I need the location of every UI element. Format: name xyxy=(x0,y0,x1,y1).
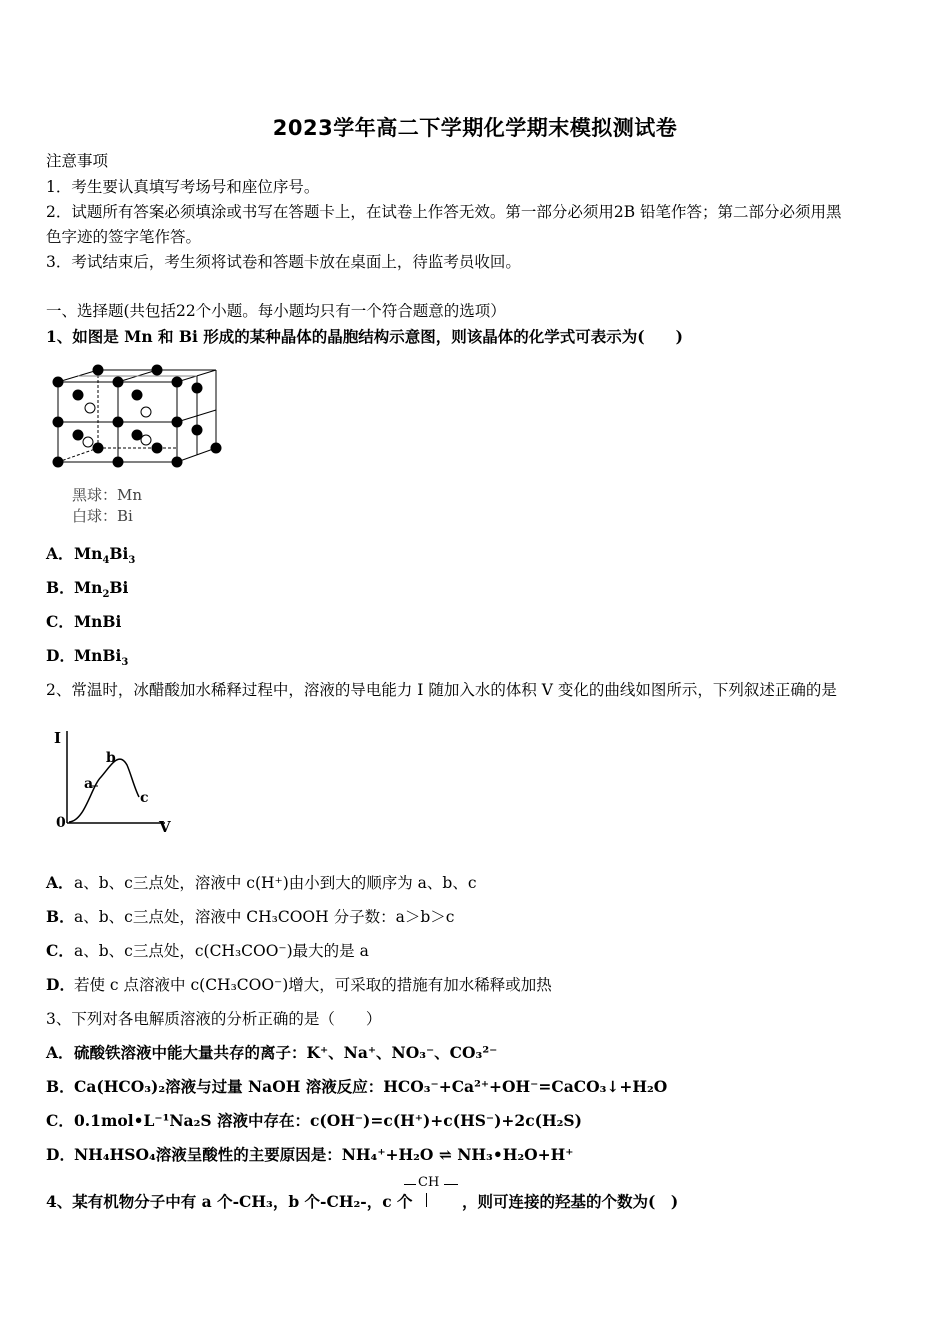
notice-item-3: 3．考试结束后，考生须将试卷和答题卡放在桌面上，待监考员收回。 xyxy=(46,253,521,271)
notice-item-2: 2．试题所有答案必须填涂或书写在答题卡上，在试卷上作答无效。第一部分必须用2B 铅笔作答；第二部分必须用黑 xyxy=(46,203,842,221)
notice-heading: 注意事项 xyxy=(46,152,109,170)
q2-option-d: D．若使 c 点溶液中 c(CH₃COO⁻)增大，可采取的措施有加水稀释或加热 xyxy=(46,975,552,994)
legend-white: 白球：Bi xyxy=(72,507,133,525)
origin-label: 0 xyxy=(56,815,66,831)
q4-stem-before: 4、某有机物分子中有 a 个-CH₃，b 个-CH₂-，c 个 xyxy=(46,1192,413,1211)
ch-group-structure xyxy=(404,1175,460,1215)
q4-stem-after: ，则可连接的羟基的个数为( ) xyxy=(462,1192,679,1211)
notice-item-2-cont: 色字迹的签字笔作答。 xyxy=(46,228,202,246)
axis-label-i: I xyxy=(54,729,62,747)
q1-option-d: D．MnBi$_3$ xyxy=(46,646,129,669)
q2-option-a: A．a、b、c三点处，溶液中 c(H⁺)由小到大的顺序为 a、b、c xyxy=(46,873,477,892)
notice-item-1: 1．考生要认真填写考场号和座位序号。 xyxy=(46,178,320,196)
q1-option-b: B．$Mn_2Bi$ xyxy=(46,578,129,601)
point-b-label: b xyxy=(106,750,116,766)
q3-option-d: D．NH₄HSO₄溶液呈酸性的主要原因是：NH₄⁺+H₂O ⇌ NH₃•H₂O+H⁺ xyxy=(46,1145,574,1164)
q3-option-b: B．Ca(HCO₃)₂溶液与过量 NaOH 溶液反应：HCO₃⁻+Ca²⁺+OH⁻=CaCO₃↓+H₂O xyxy=(46,1077,668,1096)
q1-option-a: A．$Mn_4Bi_3$ xyxy=(46,544,136,567)
point-c-label: c xyxy=(140,790,149,806)
q2-stem: 2、常温时，冰醋酸加水稀释过程中，溶液的导电能力 I 随加入水的体积 V 变化的曲线如图所示，下列叙述正确的是 xyxy=(46,681,837,699)
q3-option-c: C．0.1mol•L⁻¹Na₂S 溶液中存在：c(OH⁻)=c(H⁺)+c(HS⁻)+2c(H₂S) xyxy=(46,1111,582,1130)
point-a-label: a xyxy=(84,776,94,792)
q2-option-b: B．a、b、c三点处，溶液中 CH₃COOH 分子数：a＞b＞c xyxy=(46,907,455,926)
conductivity-graph xyxy=(55,725,180,835)
ch-group-label: CH xyxy=(418,1175,440,1190)
legend-black: 黑球：Mn xyxy=(72,486,143,504)
q1-option-c: C．MnBi xyxy=(46,612,122,631)
page-title: 2023学年高二下学期化学期末模拟测试卷 xyxy=(272,116,678,140)
q3-option-a: A．硫酸铁溶液中能大量共存的离子：K⁺、Na⁺、NO₃⁻、CO₃²⁻ xyxy=(46,1043,498,1062)
axis-label-v: V xyxy=(159,818,171,836)
q1-stem: 1、如图是 Mn 和 Bi 形成的某种晶体的晶胞结构示意图，则该晶体的化学式可表示为( ) xyxy=(46,327,683,346)
crystal-cell-diagram xyxy=(46,360,196,472)
section-heading: 一、选择题(共包括22个小题。每小题均只有一个符合题意的选项） xyxy=(46,302,506,320)
q2-option-c: C．a、b、c三点处，c(CH₃COO⁻)最大的是 a xyxy=(46,941,369,960)
q3-stem: 3、下列对各电解质溶液的分析正确的是（ ） xyxy=(46,1010,382,1028)
